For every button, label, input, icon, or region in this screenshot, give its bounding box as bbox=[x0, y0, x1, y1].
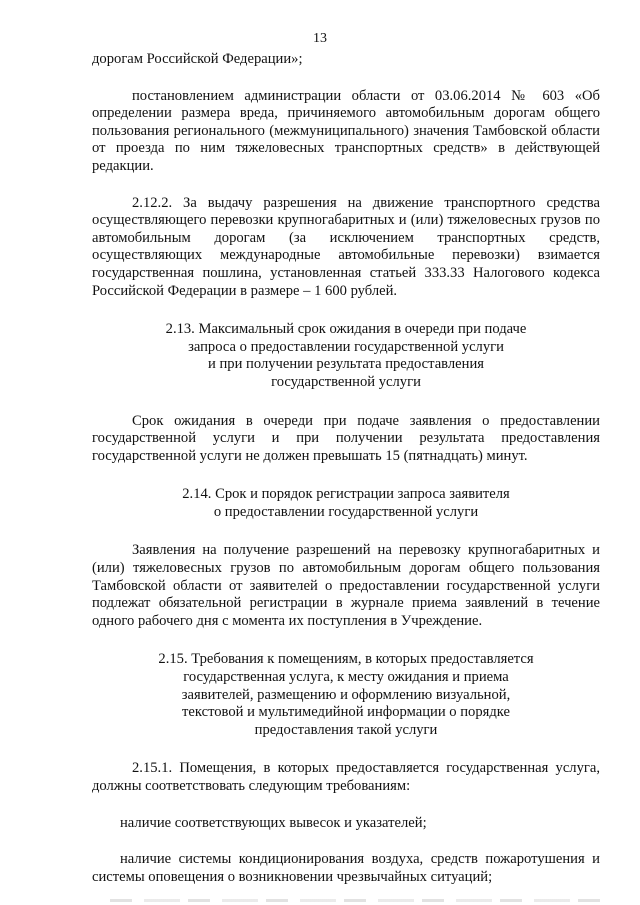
heading-2-15 bbox=[92, 651, 600, 739]
scan-artifact bbox=[110, 899, 600, 902]
spacer bbox=[92, 630, 600, 651]
list-item-ventilation: наличие системы кондиционирования воздуха, средств пожаротушения и системы оповещения о возникновении чрезвычайных ситуаций; bbox=[92, 851, 600, 885]
page-number: 13 bbox=[313, 31, 327, 46]
heading-line: государственной услуги bbox=[271, 373, 421, 390]
paragraph-resolution: постановлением администрации области от 03.06.2014 № 603 «Об определении размера вреда, причиняемого автомобильным дорогам общего пользования регионального (межмуниципального) значения Тамбовской области от проезда по ним тяжеловесных транспортных средств» в действующей редакции. bbox=[92, 87, 600, 174]
heading-line: текстовой и мультимедийной информации о порядке bbox=[182, 704, 510, 721]
paragraph-continuation: дорогам Российской Федерации»; bbox=[92, 51, 303, 67]
spacer bbox=[92, 521, 600, 542]
heading-line: 2.14. Срок и порядок регистрации запроса заявителя bbox=[182, 486, 510, 503]
paragraph-2-12-2: 2.12.2. За выдачу разрешения на движение транспортного средства осуществляющего перевозки крупногабаритных и (или) тяжеловесных грузов по автомобильным дорогам (за исключением транспортных средств, осуществляющих международные автомобильные перевозки) взимается государственная пошлина, установленная статьей 333.33 Налогового кодекса Российской Федерации в размере – 1 600 рублей. bbox=[92, 194, 600, 299]
heading-line: о предоставлении государственной услуги bbox=[213, 503, 479, 520]
heading-line: 2.13. Максимальный срок ожидания в очереди при подаче bbox=[165, 321, 527, 338]
heading-2-14 bbox=[92, 486, 600, 521]
spacer bbox=[92, 739, 600, 760]
heading-line: предоставления такой услуги bbox=[254, 721, 438, 738]
heading-line: запроса о предоставлении государственной услуги bbox=[188, 338, 504, 355]
list-item-signs: наличие соответствующих вывесок и указателей; bbox=[120, 814, 427, 831]
paragraph-waiting-time: Срок ожидания в очереди при подаче заявления о предоставлении государственной услуги и при получении результата предоставления государственной услуги не должен превышать 15 (пятнадцать) минут. bbox=[92, 412, 600, 464]
heading-line: и при получении результата предоставления bbox=[208, 356, 484, 373]
paragraph-2-15-1: 2.15.1. Помещения, в которых предоставляется государственная услуга, должны соответствовать следующим требованиям: bbox=[92, 760, 600, 794]
spacer bbox=[92, 69, 600, 88]
spacer bbox=[92, 796, 600, 815]
spacer bbox=[92, 832, 600, 851]
spacer bbox=[92, 300, 600, 321]
heading-line: 2.15. Требования к помещениям, в которых предоставляется bbox=[158, 651, 534, 668]
spacer bbox=[92, 392, 600, 413]
document-body bbox=[92, 51, 600, 886]
spacer bbox=[92, 176, 600, 195]
heading-2-13 bbox=[92, 321, 600, 391]
heading-line: государственная услуга, к месту ожидания и приема bbox=[183, 669, 509, 686]
heading-line: заявителей, размещению и оформлению визуальной, bbox=[181, 686, 511, 703]
paragraph-registration: Заявления на получение разрешений на перевозку крупногабаритных и (или) тяжеловесных грузов по автомобильным дорогам общего пользования Тамбовской области от заявителей о предоставлении государственной услуги подлежат обязательной регистрации в журнале приема заявлений в течение одного рабочего дня с момента их поступления в Учреждение. bbox=[92, 542, 600, 629]
spacer bbox=[92, 465, 600, 486]
